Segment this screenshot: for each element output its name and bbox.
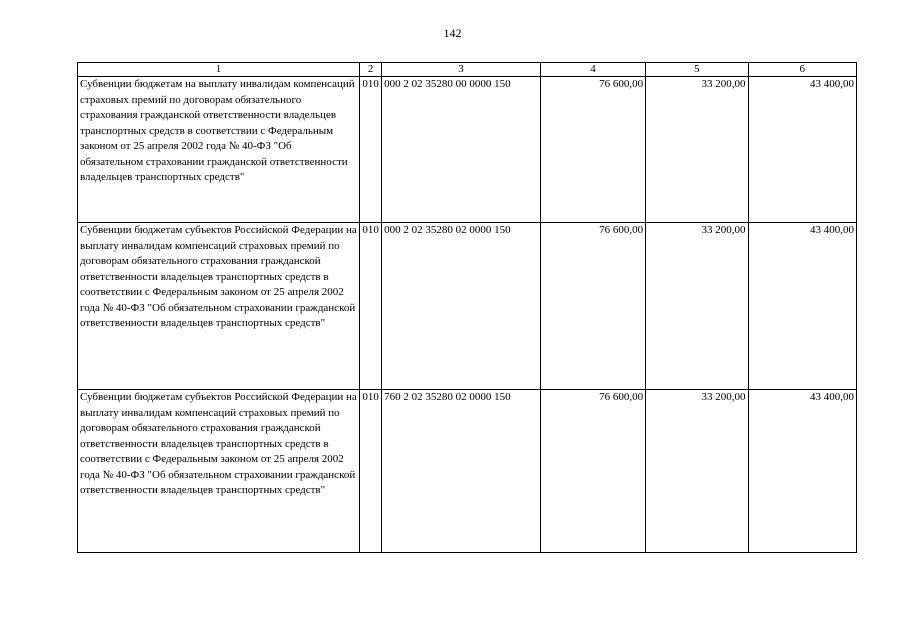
budget-table bbox=[77, 62, 857, 553]
table-header bbox=[78, 63, 857, 77]
row-budget-code: 000 2 02 35280 00 0000 150 bbox=[382, 77, 541, 223]
row-name-cell bbox=[78, 223, 360, 390]
row-amount-part2: 43 400,00 bbox=[748, 223, 856, 390]
row-amount-part1: 33 200,00 bbox=[646, 223, 748, 390]
table-row bbox=[78, 390, 857, 553]
row-admin-code: 010 bbox=[360, 77, 382, 223]
row-amount-part2: 43 400,00 bbox=[748, 77, 856, 223]
row-name: Субвенции бюджетам субъектов Российской Федерации на выплату инвалидам компенсаций страховых премий по договорам обязательного страхования гражданской ответственности владельцев транспортных средств в соответствии с Федеральным законом от 25 апреля 2002 года № 40-ФЗ "Об обязательном страховании гражданской ответственности владельцев транспортных средств" bbox=[80, 224, 357, 329]
column-header-6: 6 bbox=[748, 63, 856, 77]
column-header-1: 1 bbox=[78, 63, 360, 77]
column-header-4: 4 bbox=[540, 63, 645, 77]
header-row bbox=[78, 63, 857, 77]
row-admin-code: 010 bbox=[360, 390, 382, 553]
table-body bbox=[78, 77, 857, 553]
column-header-3: 3 bbox=[382, 63, 541, 77]
row-name: Субвенции бюджетам субъектов Российской Федерации на выплату инвалидам компенсаций страховых премий по договорам обязательного страхования гражданской ответственности владельцев транспортных средств в соответствии с Федеральным законом от 25 апреля 2002 года № 40-ФЗ "Об обязательном страховании гражданской ответственности владельцев транспортных средств" bbox=[80, 391, 357, 496]
row-amount-total: 76 600,00 bbox=[540, 223, 645, 390]
table-row bbox=[78, 223, 857, 390]
row-admin-code: 010 bbox=[360, 223, 382, 390]
row-name: Субвенции бюджетам на выплату инвалидам компенсаций страховых премий по договорам обязательного страхования гражданской ответственности владельцев транспортных средств в соответствии с Федеральным законом от 25 апреля 2002 года № 40-ФЗ "Об обязательном страховании гражданской ответственности владельцев транспортных средств" bbox=[80, 78, 355, 183]
table-row bbox=[78, 77, 857, 223]
row-amount-part1: 33 200,00 bbox=[646, 390, 748, 553]
column-header-5: 5 bbox=[646, 63, 748, 77]
row-amount-part2: 43 400,00 bbox=[748, 390, 856, 553]
row-amount-part1: 33 200,00 bbox=[646, 77, 748, 223]
row-name-cell bbox=[78, 390, 360, 553]
row-budget-code: 760 2 02 35280 02 0000 150 bbox=[382, 390, 541, 553]
row-amount-total: 76 600,00 bbox=[540, 390, 645, 553]
row-amount-total: 76 600,00 bbox=[540, 77, 645, 223]
row-name-cell bbox=[78, 77, 360, 223]
page-number: 142 bbox=[443, 26, 462, 40]
column-header-2: 2 bbox=[360, 63, 382, 77]
row-budget-code: 000 2 02 35280 02 0000 150 bbox=[382, 223, 541, 390]
